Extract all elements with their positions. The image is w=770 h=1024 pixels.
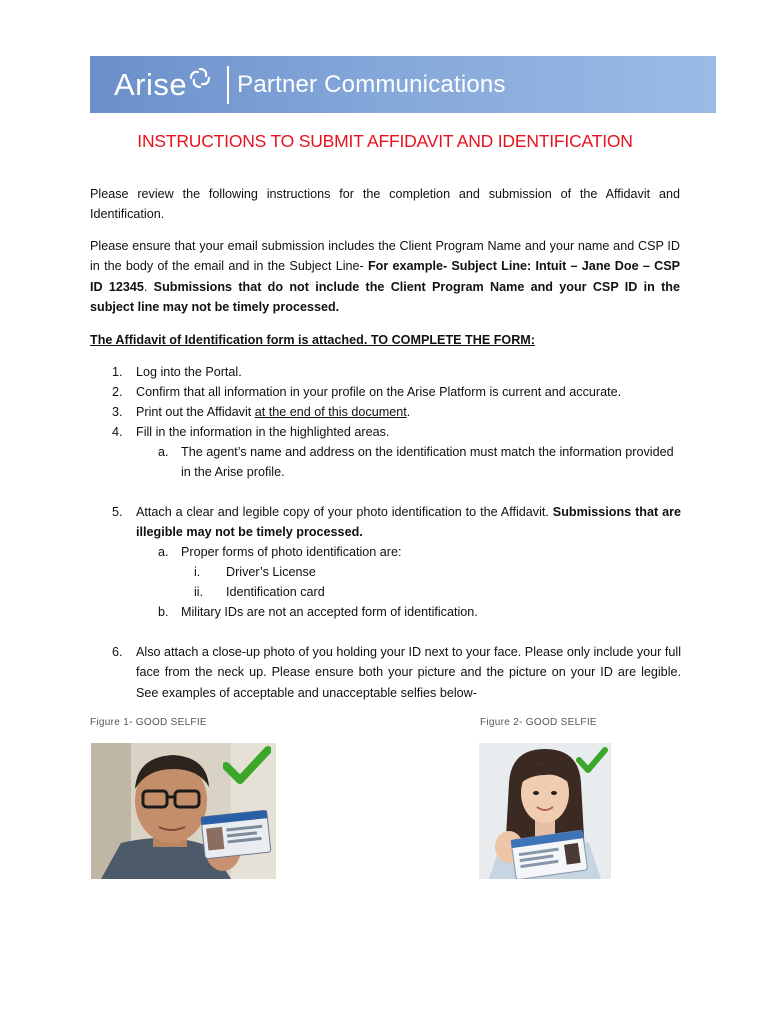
intro-paragraph-2 (90, 236, 680, 317)
subject-line-example: For example- Subject Line: Intuit – Jane Doe – CSP ID 12345 (90, 259, 680, 294)
step-5 (0, 502, 770, 542)
step-number: 1. (112, 365, 123, 379)
arise-logo (114, 56, 211, 113)
substep-text: Proper forms of photo identification are: (181, 545, 402, 559)
step-5a-ii (0, 582, 770, 602)
figure-1-caption: Figure 1- GOOD SELFIE (90, 717, 207, 728)
step-4 (0, 422, 770, 442)
step-3 (0, 402, 770, 422)
substep-text: The agent’s name and address on the identification must match the information provided in the Arise profile. (181, 445, 674, 480)
step-number: 4. (112, 425, 123, 439)
intro-paragraph-1: Please review the following instructions for the completion and submission of the Affidavit and Identification. (90, 187, 680, 222)
figure-2-checkmark-icon (576, 746, 608, 774)
step-5a (0, 542, 770, 562)
step-text: Confirm that all information in your profile on the Arise Platform is current and accurate. (136, 385, 622, 399)
header-banner (90, 56, 716, 113)
form-heading: The Affidavit of Identification form is attached. TO COMPLETE THE FORM: (90, 333, 535, 347)
arise-swirl-icon (189, 67, 211, 89)
substep-letter: a. (158, 545, 169, 559)
roman-text: Identification card (226, 585, 325, 599)
substep-letter: a. (158, 445, 169, 459)
figure-2-caption: Figure 2- GOOD SELFIE (480, 717, 597, 728)
step-5a-i (0, 562, 770, 582)
banner-title: Partner Communications (237, 70, 506, 98)
step-number: 5. (112, 505, 123, 519)
figure-1-checkmark-icon (223, 746, 271, 784)
step-text (136, 402, 681, 422)
step-4a (0, 442, 770, 482)
roman-number: ii. (194, 585, 204, 599)
document-title: INSTRUCTIONS TO SUBMIT AFFIDAVIT AND IDENTIFICATION (137, 131, 633, 151)
step-6 (0, 642, 770, 704)
intro-p2-text: Please ensure that your email submission includes the Client Program Name and your name and CSP ID in the body of the email and in the Subject Line- (90, 239, 680, 274)
step-text-part: Print out the Affidavit (136, 405, 255, 419)
step-text (136, 502, 681, 543)
step-5b (0, 602, 770, 622)
illegible-warning: Submissions that are illegible may not be timely processed. (136, 505, 681, 540)
brand-name: Arise (114, 66, 188, 102)
step-number: 6. (112, 645, 123, 659)
step-1 (0, 362, 770, 382)
end-of-document-link[interactable]: at the end of this document (254, 405, 407, 419)
step-number: 3. (112, 405, 123, 419)
subject-line-warning: Submissions that do not include the Client Program Name and your CSP ID in the subject line may not be timely processed. (90, 279, 680, 314)
step-2 (0, 382, 770, 402)
step-text: Also attach a close-up photo of you holding your ID next to your face. Please only include your full face from the neck up. Please ensure both your picture and the picture on your ID are legible. See examples of acceptable and unacceptable selfies below- (136, 645, 681, 700)
step-text: Fill in the information in the highlighted areas. (136, 425, 390, 439)
step-text: Log into the Portal. (136, 365, 242, 379)
substep-letter: b. (158, 605, 169, 619)
roman-number: i. (194, 565, 201, 579)
intro-p2-end: . (143, 279, 148, 294)
banner-divider (227, 66, 229, 104)
roman-text: Driver’s License (226, 565, 316, 579)
step-number: 2. (112, 385, 123, 399)
step-text-part: . (406, 405, 411, 419)
step-text-part: Attach a clear and legible copy of your photo identification to the Affidavit. (136, 505, 553, 519)
substep-text: Military IDs are not an accepted form of identification. (181, 605, 478, 619)
